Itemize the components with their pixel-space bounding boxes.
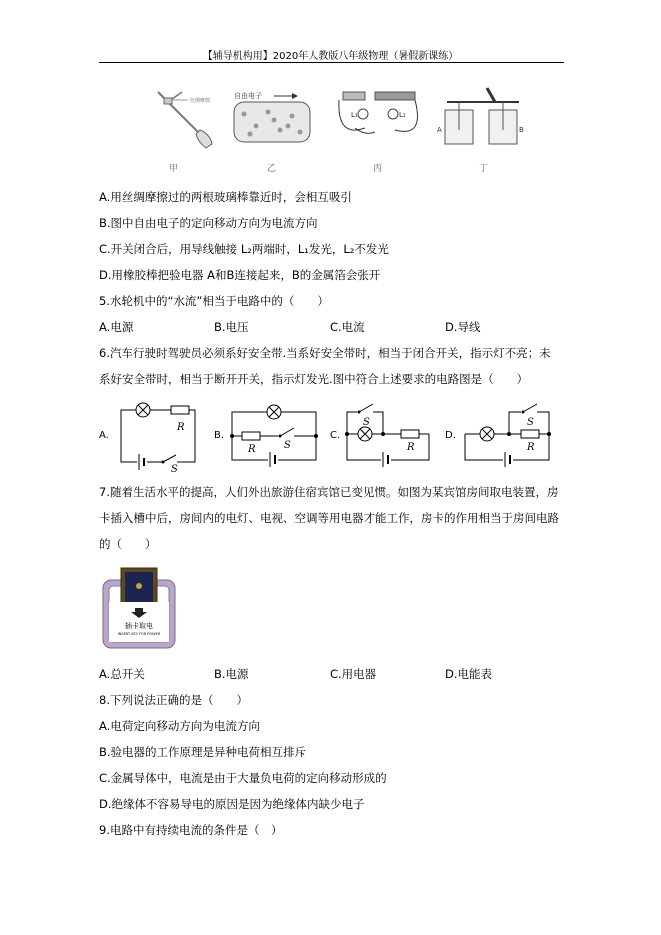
q6-stem-line1: 6.汽车行驶时驾驶员必须系好安全带.当系好安全带时，相当于闭合开关，指示灯不亮；未 (99, 346, 551, 360)
circuit-c (343, 400, 435, 466)
circuit-d (459, 400, 555, 466)
circuit-a-label: A. (99, 430, 109, 441)
caption-yi: 乙 (267, 164, 277, 174)
q8-option-c: C.金属导体中，电流是由于大量负电荷的定向移动形成的 (99, 771, 387, 785)
q6-stem-line2: 系好安全带时，相当于断开开关，指示灯发光.图中符合上述要求的电路图是（ ） (99, 372, 529, 386)
fig-l2: L₂ (399, 111, 406, 119)
q5-option-a: A.电源 (99, 320, 134, 334)
circuit-d-r: R (527, 442, 535, 453)
page-header: 【辅导机构用】2020年人教版八年级物理（暑假新课练） (202, 51, 459, 62)
q7-option-b: B.电源 (214, 667, 249, 681)
q9-stem: 9.电路中有持续电流的条件是（ ） (99, 823, 283, 837)
q7-stem-line2: 卡插入槽中后，房间内的电灯、电视、空调等用电器才能工作，房卡的作用相当于房间电路 (99, 511, 559, 525)
q7-stem-line1: 7.随着生活水平的提高，人们外出旅游住宿宾馆已变见惯。如图为某宾馆房间取电装置，房 (99, 485, 559, 499)
room-card-slot-image (103, 568, 175, 648)
circuit-a-s: S (171, 464, 178, 475)
caption-jia: 甲 (169, 164, 179, 174)
fig-rod-label: 丝绸摩擦 (190, 98, 211, 104)
q5-stem: 5.水轮机中的“水流”相当于电路中的（ ） (99, 294, 329, 308)
q4-option-b: B.图中自由电子的定向移动方向为电流方向 (99, 216, 318, 230)
q4-figure-captions (0, 0, 661, 180)
q7-option-a: A.总开关 (99, 667, 145, 681)
caption-bing: 丙 (373, 164, 383, 174)
q8-option-a: A.电荷定向移动方向为电流方向 (99, 719, 260, 733)
q5-option-b: B.电压 (214, 320, 249, 334)
q8-option-d: D.绝缘体不容易导电的原因是因为绝缘体内缺少电子 (99, 797, 365, 811)
circuit-d-label: D. (445, 430, 456, 441)
circuit-d-s: S (527, 417, 534, 428)
card-subtext: INSERT KEY FOR POWER (117, 632, 161, 636)
q4-option-a: A.用丝绸摩擦过的两根玻璃棒靠近时，会相互吸引 (99, 190, 352, 204)
q8-option-b: B.验电器的工作原理是异种电荷相互排斥 (99, 745, 307, 759)
circuit-c-label: C. (330, 430, 341, 441)
q4-option-d: D.用橡胶棒把验电器 A和B连接起来，B的金属箔会张开 (99, 268, 381, 282)
circuit-a (113, 400, 203, 475)
circuit-b-label: B. (214, 430, 225, 441)
fig-l1: L₁ (351, 111, 358, 119)
circuit-a-r: R (177, 422, 185, 433)
q4-option-c: C.开关闭合后，用导线触接 L₂两端时，L₁发光，L₂不发光 (99, 242, 389, 256)
circuit-c-r: R (407, 442, 415, 453)
circuit-c-s: S (363, 417, 370, 428)
fig-b: B (519, 126, 524, 134)
q5-option-d: D.导线 (445, 320, 481, 334)
q7-stem-line3: 的（ ） (99, 537, 157, 551)
q5-option-c: C.电流 (330, 320, 365, 334)
q8-stem: 8.下列说法正确的是（ ） (99, 693, 248, 707)
caption-ding: 丁 (479, 164, 489, 174)
circuit-b-s: S (284, 440, 291, 451)
circuit-b (228, 404, 320, 466)
q7-option-c: C.用电器 (330, 667, 377, 681)
fig-electron-label: 自由电子 (234, 92, 262, 100)
circuit-b-r: R (248, 444, 256, 455)
fig-a: A (437, 126, 442, 134)
q7-option-d: D.电能表 (445, 667, 493, 681)
card-text: 插卡取电 (125, 622, 153, 630)
